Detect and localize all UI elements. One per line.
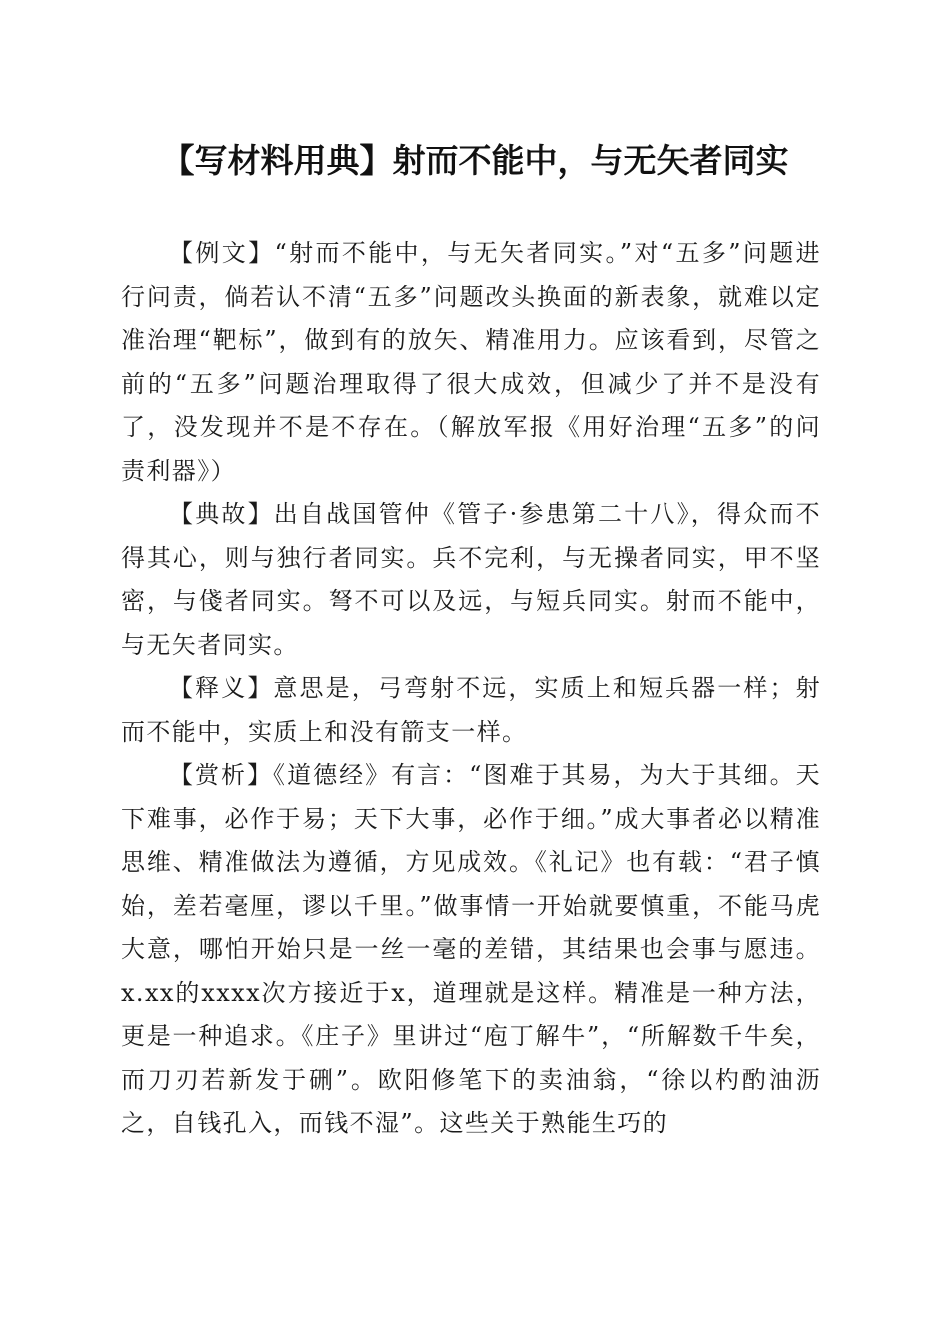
paragraph-appreciation: 【赏析】《道德经》有言：“图难于其易，为大于其细。天下难事，必作于易；天下大事，必作于细。”成大事者必以精准思维、精准做法为遵循，方见成效。《礼记》也有载：“君子慎始，差若毫厘，谬以千里。”做事情一开始就要慎重，不能马虎大意，哪怕开始只是一丝一毫的差错，其结果也会事与愿违。x.xx的xxxx次方接近于x，道理就是这样。精准是一种方法，更是一种追求。《庄子》里讲过“庖丁解牛”，“所解数千牛矣，而刀刃若新发于硎”。欧阳修笔下的卖油翁，“徐以杓酌油沥之，自钱孔入，而钱不湿”。这些关于熟能生巧的 (121, 761, 821, 1137)
document-body (121, 232, 821, 1146)
paragraph-example: 【例文】“射而不能中，与无矢者同实。”对“五多”问题进行问责，倘若认不清“五多”问题改头换面的新表象，就难以定准治理“靶标”，做到有的放矢、精准用力。应该看到，尽管之前的“五多”问题治理取得了很大成效，但减少了并不是没有了，没发现并不是不存在。（解放军报《用好治理“五多”的问责利器》） (121, 239, 821, 485)
paragraph-explanation: 【释义】意思是，弓弯射不远，实质上和短兵器一样；射而不能中，实质上和没有箭支一样。 (121, 674, 821, 746)
document-title: 【写材料用典】射而不能中，与无矢者同实 (161, 141, 789, 180)
paragraph-allusion: 【典故】出自战国管仲《管子·参患第二十八》，得众而不得其心，则与独行者同实。兵不完利，与无操者同实，甲不坚密，与俴者同实。弩不可以及远，与短兵同实。射而不能中，与无矢者同实。 (121, 500, 821, 659)
